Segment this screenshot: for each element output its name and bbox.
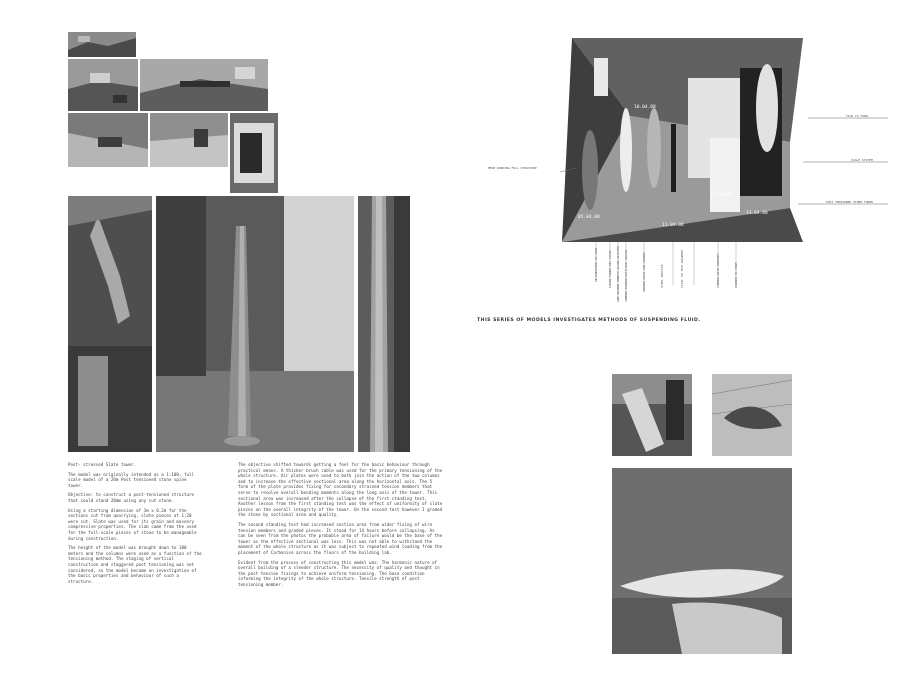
vertical-label: COPPER WITH SUPPORT [716, 253, 720, 288]
paragraph: Post- stressed Slate tower. [68, 462, 137, 467]
vertical-label: STEEL PROFILE [660, 264, 664, 288]
model-series-caption: THIS SERIES OF MODELS INVESTIGATES METHODS OF SUSPENDING FLUID. [477, 318, 701, 323]
vertical-label: POURED TO FORM [734, 262, 738, 288]
paragraph: Evident from the process of constructing this model was: The harmonic nature of overall building of a slender structure. The necessity of quality and thought in the post tension fixings to achieve uniform tensioning. The base condition informing the integrity of the whole structure. Tensile strength of post tensioning member. [238, 559, 443, 587]
photo-site-model-4 [68, 113, 148, 167]
photo-hand-model [612, 468, 792, 654]
photo-site-model-2 [68, 59, 138, 111]
vertical-label: COPPER SCREEN WITH ROD TRACKS [624, 249, 628, 302]
paragraph: The objective shifted towards getting a feel for the basic behaviour through practical means. A thicker brush cable was used for the primary tensioning of the whole structure. Air plates were used to both join the action of the two columns and to increase the effective sectional area along the horizontal axis. The 5 form of the plate provides fixing for secondary strained tension members that serve to resolve overall bending moments along the long axis of the tower. This sectional area was increased after the collapse of the first standing test. Another lesson from the first standing test was the effect of uniformity of slate pieces on the overall integrity of the tower. On the second test however I graded the stone by sectional area and quality. [238, 462, 445, 518]
photo-site-model-1 [68, 32, 136, 57]
callout-leaders [478, 110, 898, 310]
model-date-label: 10.04.08 [634, 105, 656, 110]
model-date-label: 12.04.08 [710, 193, 732, 198]
photo-site-model-6 [230, 113, 278, 193]
photo-site-model-3 [140, 59, 268, 111]
paragraph: The model was originally intended as a 1:100, full scale model of a 20m Post tensioned stone spine tower. [68, 471, 197, 488]
paragraph: The second standing test had increased section area from wider fixing of wire tension members and graded pieces. It stood for 14 hours before collapsing. As can be seen from the photos the probable area of failure would be the base of the tower as the effective sectional was less. This was not able to withstand the moment of the whole structure as it was subject to repeated wind loading from the placement of Carbonise across the floors of the building lab. [238, 521, 445, 555]
vertical-label: RE-EXECUTED IN 1890 [594, 247, 598, 282]
paragraph: Using a starting dimension of 3m x 0.2m for the sections cut from quarrying, slate pieces at 1:20 were cut. Slate was used for its grain and masonry compressive properties. The slab came from the used for the full-scale pieces of stone to be manageable during construction. [68, 507, 200, 541]
photo-tower-collapse [68, 196, 152, 452]
photo-detail-base [612, 374, 692, 456]
vertical-label: LAKIN TOWER 38C-TOTAL [608, 250, 612, 288]
callout-label: POST TENSIONED STONE TOWER [826, 200, 873, 204]
photo-site-model-5 [150, 113, 228, 167]
vertical-label: CIVIL IN TEXT-WRAPPED [680, 250, 684, 288]
photo-detail-leaf [712, 374, 792, 456]
vertical-label: HOLDER WITH TWO SPINNS [642, 252, 646, 292]
paragraph: Objective: to construct a post-tensioned structure that could stand 20mm using any cut stone. [68, 492, 197, 503]
photo-tower-detail [358, 196, 410, 452]
callout-label: SCALE SYSTEM [851, 158, 873, 162]
photo-tower-standing [156, 196, 354, 452]
model-date-label: 05.04.08 [578, 215, 600, 220]
model-date-label: 13.04.08 [746, 211, 768, 216]
callout-label: MESH WORKING FULL STRUCTURE [488, 166, 537, 170]
model-date-label: 11.04.08 [662, 223, 684, 228]
callout-label: FILM TO FORM [846, 114, 868, 118]
text-column-right [238, 462, 444, 591]
vertical-label: AND SPLEEN SHEETS SLING SLOTTED [616, 246, 620, 302]
paragraph: The height of the model was brought down to 100 meters and the columns were used as a function of the tensioning method. The staging of vertical construction and staggered post tensioning was not considered, so the model became an investigation of the basic properties and behaviour of such a structure. [68, 545, 205, 584]
text-column-left [68, 462, 204, 588]
